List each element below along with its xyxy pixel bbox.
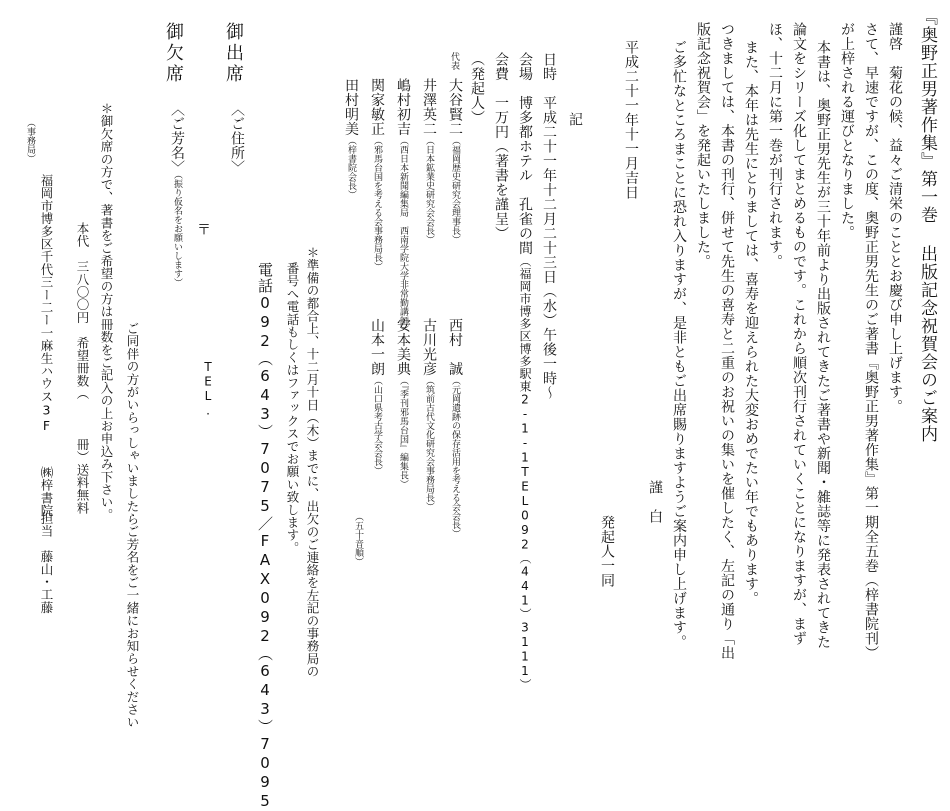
absent-option[interactable]: 御欠席 — [163, 22, 184, 85]
name-hint: （振り仮名をお願いします） — [172, 174, 182, 287]
absent-note: ＊御欠席の方で、著書をご希望の方は冊数をご記入の上お申込み下さい。 — [99, 102, 114, 522]
office-label: （事務局） — [25, 118, 35, 163]
tel-label: TEL. — [201, 360, 215, 418]
signer: 発起人一同 — [599, 515, 615, 588]
promoter-3-name: 嶋村初吉 — [395, 78, 411, 136]
reply-note-line-2: 番号へ電話もしくはファックスでお願い致します。 — [285, 262, 300, 555]
promoter-9 — [368, 318, 386, 475]
promoter-1 — [446, 78, 464, 244]
promoter-8-name: 安本美典 — [395, 318, 411, 376]
promoter-1-role: （福岡歴史研究会理事長） — [450, 136, 460, 244]
promoter-5-role: （梓書院会長） — [346, 136, 356, 199]
office-contact: 担当 藤山・工藤 — [39, 512, 54, 614]
promoter-7-role: （筑前古代文化研究会事務局長） — [424, 376, 434, 511]
companion-note: ご同伴の方がいらっしゃいましたらご芳名をご一緒にお知らせください — [125, 322, 140, 729]
promoter-7 — [420, 318, 438, 511]
body-line-9: 版記念祝賀会」を発起いたしました。 — [695, 22, 711, 269]
event-venue-tel: TEL092（441）3111） — [518, 465, 532, 691]
promoter-6 — [446, 318, 464, 538]
event-fee: 会費 一万円（著書を謹呈） — [493, 52, 509, 241]
body-line-2: さて、早速ですが、この度、奥野正男先生のご著書『奥野正男著作集』第一期全五巻（梓書院刊） — [863, 22, 879, 660]
promoter-1-name: 大谷賢二 — [447, 78, 463, 136]
closing-remark: 謹 白 — [647, 480, 663, 524]
promoter-6-role: （元岡遺跡の保存活用を考える会会長） — [450, 376, 460, 538]
body-line-3: が上梓される運びとなりました。 — [839, 22, 855, 240]
promoter-4 — [368, 78, 386, 271]
promoter-9-name: 山本一朗 — [369, 318, 385, 376]
body-line-1: 謹啓 菊花の候、益々ご清栄のこととお慶び申し上げます。 — [887, 22, 903, 414]
office-company: ㈱梓書院 — [39, 466, 54, 517]
promoters-heading: （発起人） — [469, 52, 485, 125]
body-line-10: ご多忙なところまことに恐れ入りますが、是非ともご出席賜りますようご案内申し上げます。 — [671, 40, 687, 649]
issue-date: 平成二十一年十一月吉日 — [623, 40, 639, 200]
contact-phone-fax: 電話092（643）7075／FAX092（643）7095 — [256, 262, 274, 811]
promoter-8 — [394, 318, 412, 489]
promoter-3-role: （西日本新聞編集局 西南学院大学非常勤講師） — [398, 136, 408, 334]
promoter-2-name: 井澤英二 — [421, 78, 437, 136]
promoter-5 — [342, 78, 360, 199]
promoter-9-role: （山口県考古学会会長） — [372, 376, 382, 475]
body-line-8: つきましては、本書の刊行、併せて先生の喜寿と二重のお祝いの集いを催したく、左記の通り「出 — [719, 22, 735, 660]
reply-note-line-1: ＊準備の都合上、十二月十日（木）までに、出欠のご連絡を左記の事務局の — [305, 246, 320, 678]
name-label — [168, 102, 186, 287]
event-venue-address: （福岡市博多区博多駅東2-1-1 — [518, 255, 532, 465]
postal-mark: 〒 — [195, 222, 211, 237]
promoter-4-name: 関家敏正 — [369, 78, 385, 136]
address-label: 〈ご住所〉 — [229, 102, 245, 175]
price-line: 本代 三八〇〇円 希望冊数（ 冊）送料無料 — [75, 222, 90, 515]
body-line-6: ほ、十二月に第一巻が刊行されます。 — [767, 22, 783, 269]
ki-heading: 記 — [567, 112, 583, 127]
event-venue — [516, 52, 534, 691]
promoter-5-name: 田村明美 — [343, 78, 359, 136]
promoter-6-name: 西村 誠 — [447, 318, 463, 376]
office-address: 福岡市博多区千代三ー二ー一麻生ハウス3F — [39, 174, 54, 433]
promoter-2-role: （日本鉱業史研究会会長） — [424, 136, 434, 244]
event-datetime: 日時 平成二十一年十二月二十三日（水）午後一時〜 — [541, 52, 557, 400]
representative-label: 代表 — [449, 52, 459, 70]
promoter-3 — [394, 78, 412, 334]
body-line-5: 論文をシリーズ化してまとめるものです。これから順次刊行されていくことになりますが、まず — [791, 22, 807, 646]
promoter-2 — [420, 78, 438, 244]
promoter-7-name: 古川光彦 — [421, 318, 437, 376]
order-note: （五十音順） — [353, 512, 363, 566]
attend-option[interactable]: 御出席 — [223, 22, 244, 85]
document-title: 『奥野正男著作集』第一巻 出版記念祝賀会のご案内 — [917, 8, 937, 443]
body-line-4: 本書は、奥野正男先生が三十年前より出版されてきたご著書や新聞・雑誌等に発表されてきた — [815, 40, 831, 649]
event-venue-label: 会場 博多都ホテル 孔雀の間 — [517, 52, 533, 255]
name-label-text: 〈ご芳名〉 — [169, 102, 185, 175]
promoter-4-role: （邪馬台国を考える会事務局長） — [372, 136, 382, 271]
promoter-8-role: （『季刊邪馬台国』編集長） — [398, 376, 408, 489]
body-line-7: また、本年は先生にとりましては、喜寿を迎えられた大変おめでたい年でもあります。 — [743, 40, 759, 606]
